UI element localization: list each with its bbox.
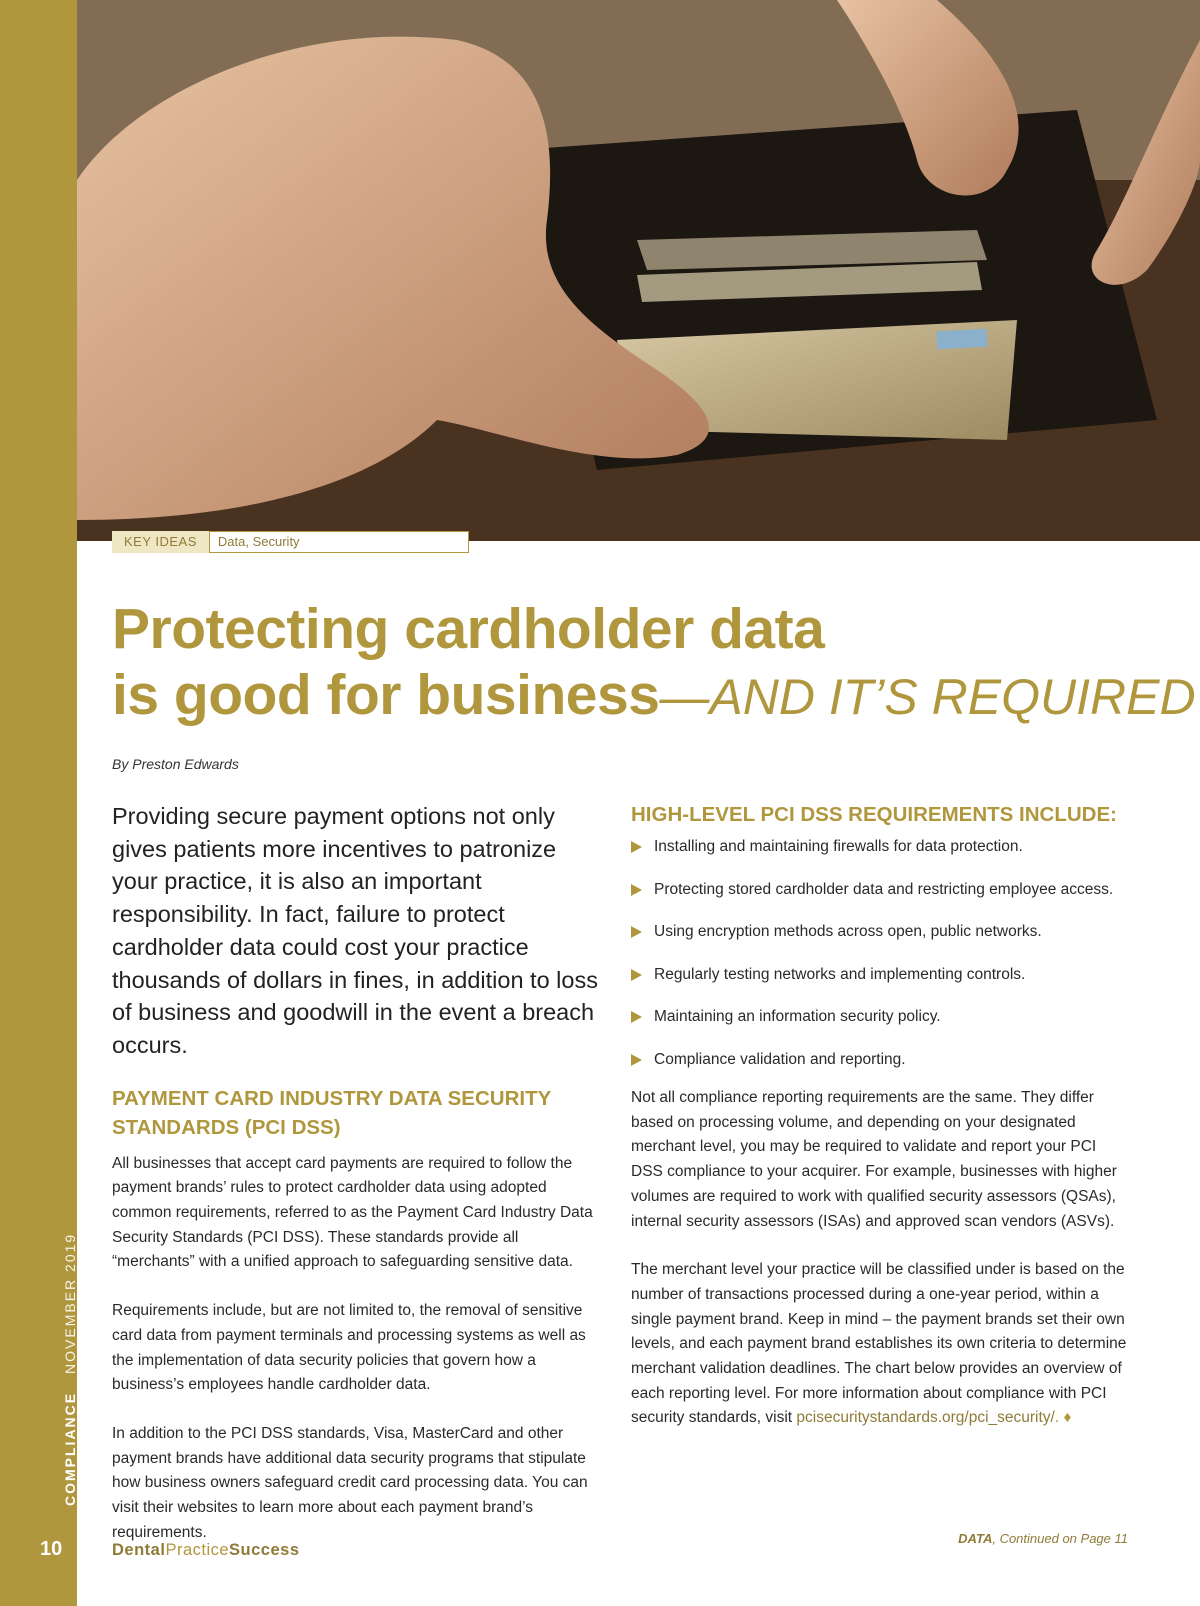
magazine-brand [112,1541,300,1560]
title-line-1: Protecting cardholder data [112,597,825,661]
body-paragraph: In addition to the PCI DSS standards, Visa, MasterCard and other payment brands have additional data security programs that stipulate how business owners safeguard credit card processing data. You can visit their websites to learn more about each payment brand’s requirements. [112,1424,588,1541]
requirement-text: Regularly testing networks and implementing controls. [654,965,1026,983]
key-ideas-value: Data, Security [209,531,469,553]
requirement-text: Installing and maintaining firewalls for data protection. [654,838,1023,855]
credit-cards-photo-icon [77,0,1200,541]
brand-part-2: Practice [165,1541,230,1559]
continued-text: , Continued on Page 11 [992,1531,1128,1546]
requirement-text: Maintaining an information security policy. [654,1008,941,1025]
list-item [631,878,1131,903]
pci-security-link[interactable]: pcisecuritystandards.org/pci_security/ [796,1409,1055,1427]
issue-date: NOVEMBER 2019 [62,1232,78,1374]
triangle-bullet-icon [631,884,642,896]
body-paragraph: Not all compliance reporting requirements are the same. They differ based on processing volume, and depending on your designated merchant level, you may be required to validate and report your PCI DSS compliance to your acquirer. For example, businesses with higher volumes are required to work with qualified security assessors (QSAs), internal security assessors (ISAs) and approved scan vendors (ASVs). [631,1089,1117,1230]
sidebar-section-label [62,1233,78,1506]
triangle-bullet-icon [631,1011,642,1023]
pci-dss-subheading: PAYMENT CARD INDUSTRY DATA SECURITY STANDARDS (PCI DSS) [112,1086,551,1139]
title-tail: —AND IT’S REQUIRED [659,669,1196,725]
hero-photo [77,0,1200,541]
requirements-list [631,835,1131,1072]
section-name: COMPLIANCE [62,1391,78,1506]
key-ideas-label: KEY IDEAS [112,531,209,553]
right-column [631,800,1131,1455]
list-item [631,920,1131,945]
end-mark: . ♦ [1054,1409,1072,1427]
paragraph-text: The merchant level your practice will be classified under is based on the number of transactions processed during a one-year period, within a single payment brand. Keep in mind – the payment brands set their own levels, and each payment brand establishes its own criteria to determine merchant validation deadlines. The chart below provides an overview of each reporting level. For more information about compliance with PCI security standards, visit [631,1261,1127,1427]
requirements-subheading: HIGH-LEVEL PCI DSS REQUIREMENTS INCLUDE: [631,803,1117,826]
list-item [631,1048,1131,1073]
body-paragraph: All businesses that accept card payments are required to follow the payment brands’ rules to protect cardholder data using adopted common requirements, referred to as the Payment Card Industry Data Security Standards (PCI DSS). These standards provide all “merchants” with a unified approach to safeguarding sensitive data. [112,1154,593,1271]
requirement-text: Using encryption methods across open, public networks. [654,923,1042,940]
triangle-bullet-icon [631,926,642,938]
continued-note [958,1531,1128,1546]
triangle-bullet-icon [631,1054,642,1066]
brand-part-1: Dental [112,1541,166,1559]
triangle-bullet-icon [631,841,642,853]
key-ideas-tag [112,531,469,553]
left-column [112,800,604,1569]
left-body [112,1152,604,1546]
body-paragraph [631,1258,1131,1431]
brand-part-3: Success [229,1541,300,1559]
byline: By Preston Edwards [112,756,239,772]
list-item [631,1005,1131,1030]
lede-paragraph: Providing secure payment options not only gives patients more incentives to patronize your practice, it is also an important responsibility. In fact, failure to protect cardholder data could cost your practice thousands of dollars in fines, in addition to loss of business and goodwill in the event a breach occurs. [112,803,598,1058]
right-body [631,1086,1131,1431]
list-item [631,963,1131,988]
continued-label: DATA [958,1531,993,1546]
list-item [631,835,1131,860]
article-title [112,596,1196,730]
requirement-text: Compliance validation and reporting. [654,1050,906,1068]
body-paragraph: Requirements include, but are not limited to, the removal of sensitive card data from payment terminals and processing systems as well as the implementation of data security policies that govern how a business’s employees handle cardholder data. [112,1302,586,1394]
title-line-2: is good for business [112,663,660,727]
triangle-bullet-icon [631,969,642,981]
page-number: 10 [40,1538,63,1560]
requirement-text: Protecting stored cardholder data and restricting employee access. [654,880,1114,898]
